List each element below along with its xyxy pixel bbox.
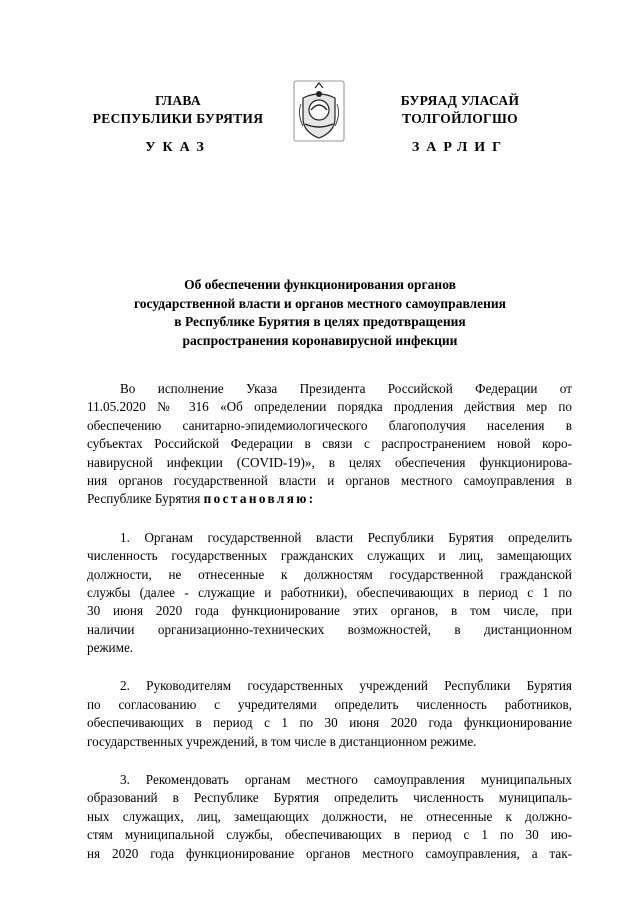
- doc-type-right: ЗАРЛИГ: [411, 140, 509, 155]
- text-line: Во исполнение Указа Президента Российской Федерации от: [120, 381, 572, 396]
- text-line: образований в Республике Бурятия определить численность муниципаль-: [87, 790, 572, 806]
- decree-keyword: постановляю:: [203, 491, 316, 507]
- text-line: режиме.: [87, 640, 134, 656]
- document-title: [80, 276, 560, 350]
- text-line: службы (далее - служащие и работники), обеспечивающих в период с 1 по: [87, 584, 572, 600]
- text-line: численность государственных гражданских служащих и лиц, замещающих: [87, 548, 572, 564]
- text-line: 3. Рекомендовать органам местного самоуправления муниципальных: [120, 772, 572, 788]
- header-right-line2: ТОЛГОЙЛОГШО: [402, 111, 518, 126]
- title-line: государственной власти и органов местного самоуправления: [134, 295, 506, 311]
- header-left-line1: ГЛАВА: [155, 93, 201, 108]
- title-line: распространения коронавирусной инфекции: [182, 332, 458, 348]
- text-line: должности, не отнесенные к должностям государственной гражданской: [87, 566, 572, 582]
- text-line: 30 июня 2020 года функционирование этих органов, в том числе, при: [87, 603, 572, 619]
- header-left: [78, 92, 278, 128]
- paragraph-item-1: [87, 529, 572, 658]
- text-line: наличии организационно-технических возможностей, в дистанционном: [87, 621, 572, 637]
- document-body: [87, 380, 572, 883]
- title-line: в Республике Бурятия в целях предотвращения: [174, 314, 466, 329]
- text-line: государственных учреждений, в том числе в дистанционном режиме.: [87, 733, 477, 749]
- text-line: [87, 490, 572, 508]
- doc-type-left: УКАЗ: [145, 140, 211, 155]
- text-line: обеспечению санитарно-эпидемиологического благополучия населения в: [87, 417, 572, 433]
- paragraph-item-2: [87, 677, 572, 751]
- preamble-paragraph: [87, 380, 572, 509]
- text-line: навирусной инфекции (COVID-19)», в целях обеспечения функционирова-: [87, 454, 572, 470]
- preamble-text: Республике Бурятия: [87, 491, 204, 507]
- text-line: 1. Органам государственной власти Республики Бурятия определить: [120, 529, 572, 545]
- header-right: [360, 92, 560, 128]
- coat-of-arms-emblem-icon: [293, 80, 345, 142]
- text-line: ния органов государственной власти и органов местного самоуправления в: [87, 472, 572, 488]
- text-line: ных служащих, лиц, замещающих должности, не отнесенные к должно-: [87, 808, 572, 824]
- text-line: ня 2020 года функционирование органов местного самоуправления, а так-: [87, 845, 572, 861]
- title-line: Об обеспечении функционирования органов: [184, 277, 456, 292]
- text-line: по согласованию с учредителями определить численность работников,: [87, 696, 572, 712]
- header-left-line2: РЕСПУБЛИКИ БУРЯТИЯ: [92, 111, 264, 126]
- text-line: 2. Руководителям государственных учреждений Республики Бурятия: [120, 678, 572, 694]
- text-line: обеспечивающих в период с 1 по 30 июня 2020 года функционирование: [87, 715, 572, 731]
- text-line: субъектах Российской Федерации в связи с распространением новой коро-: [87, 436, 572, 452]
- paragraph-item-3: [87, 771, 572, 863]
- text-line: стям муниципальной службы, обеспечивающих в период с 1 по 30 ию-: [87, 827, 572, 843]
- header-right-line1: БУРЯАД УЛАСАЙ: [400, 93, 520, 108]
- text-line: 11.05.2020 № 316 «Об определении порядка продления действия мер по: [87, 399, 572, 415]
